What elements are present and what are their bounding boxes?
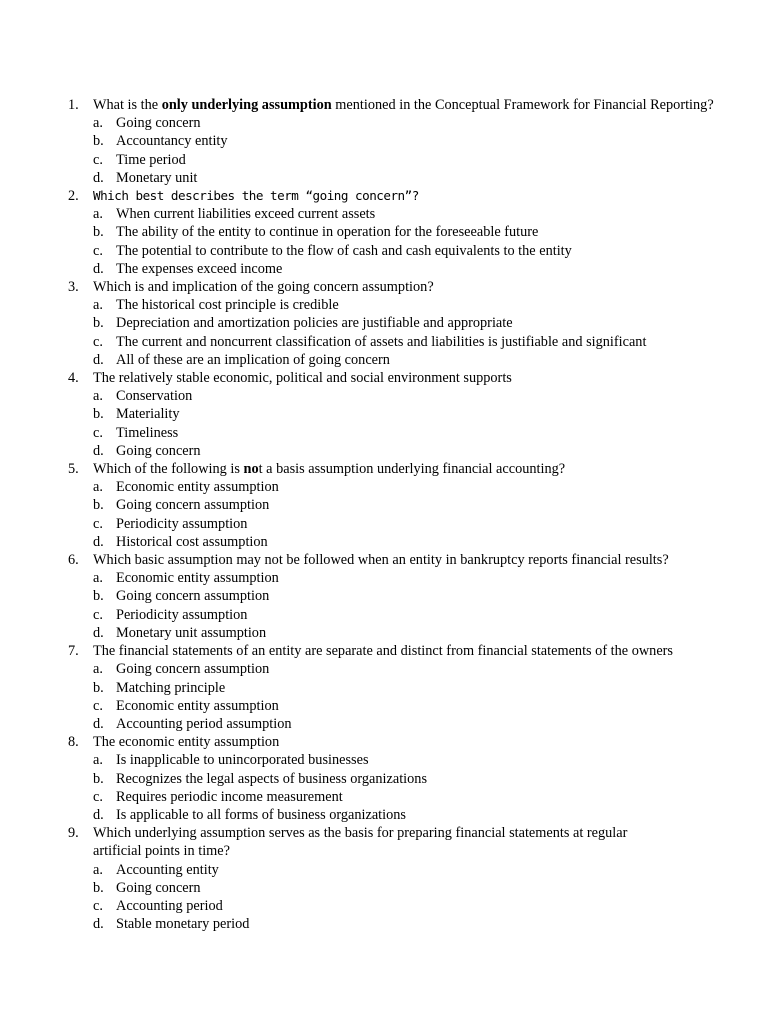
option-c: c. Periodicity assumption: [93, 606, 248, 623]
option-a: a. Economic entity assumption: [93, 570, 279, 587]
question-number: 4.: [68, 370, 79, 387]
question-text: Which of the following is not a basis assumption underlying financial accounting?: [93, 461, 566, 478]
question-3: [0, 278, 768, 369]
question-9: [0, 824, 768, 933]
option-b: b. Accountancy entity: [93, 133, 228, 150]
option-b: b. Recognizes the legal aspects of business organizations: [93, 770, 428, 787]
option-list: [93, 478, 728, 551]
emphasis-text: no: [243, 461, 259, 478]
option-c: c. The current and noncurrent classification of assets and liabilities is justifiable and significant: [93, 333, 647, 350]
option-c: c. Economic entity assumption: [93, 697, 279, 714]
quiz-document: [0, 96, 768, 933]
emphasis-text: only underlying assumption: [161, 97, 332, 113]
option-d: d. Is applicable to all forms of business organizations: [93, 806, 406, 823]
question-number: 3.: [68, 279, 79, 296]
question-4: [0, 369, 768, 460]
option-a: a. The historical cost principle is credible: [93, 297, 339, 314]
option-b: b. Going concern assumption: [93, 497, 270, 514]
question-number: 8.: [68, 734, 79, 751]
option-b: b. Matching principle: [93, 679, 226, 696]
option-list: [93, 660, 748, 733]
option-a: a. Accounting entity: [93, 861, 219, 878]
question-6: [0, 551, 768, 642]
option-d: d. Going concern: [93, 442, 201, 459]
option-c: c. Periodicity assumption: [93, 515, 248, 532]
option-d: d. The expenses exceed income: [93, 260, 283, 277]
option-a: a. When current liabilities exceed current assets: [93, 206, 376, 223]
option-d: d. All of these are an implication of going concern: [93, 351, 390, 368]
option-a: a. Is inapplicable to unincorporated businesses: [93, 752, 369, 769]
question-text: Which basic assumption may not be followed when an entity in bankruptcy reports financial results?: [93, 552, 669, 569]
question-1: [0, 96, 768, 187]
question-7: [0, 642, 768, 733]
question-number: 6.: [68, 552, 79, 569]
option-list: [93, 861, 678, 934]
question-number: 1.: [68, 97, 79, 113]
question-text: Which is and implication of the going concern assumption?: [93, 279, 434, 296]
option-a: a. Conservation: [93, 388, 193, 405]
option-b: b. Going concern: [93, 879, 201, 896]
option-d: d. Accounting period assumption: [93, 715, 292, 732]
question-number: 2.: [68, 188, 79, 205]
option-d: d. Stable monetary period: [93, 916, 250, 933]
option-list: [93, 751, 728, 824]
question-8: [0, 733, 768, 824]
option-c: c. Timeliness: [93, 424, 179, 441]
question-text: The relatively stable economic, political and social environment supports: [93, 370, 512, 387]
option-c: c. The potential to contribute to the flow of cash and cash equivalents to the entity: [93, 242, 572, 259]
question-text: Which underlying assumption serves as the basis for preparing financial statements at regular artificial points in time?: [93, 825, 628, 860]
option-c: c. Accounting period: [93, 897, 223, 914]
option-d: d. Monetary unit assumption: [93, 624, 267, 641]
option-b: b. Materiality: [93, 406, 180, 423]
option-list: [93, 387, 728, 460]
option-list: [93, 569, 728, 642]
question-text: What is the only underlying assumption mentioned in the Conceptual Framework for Financial Reporting?: [93, 97, 714, 113]
option-d: d. Monetary unit: [93, 169, 198, 186]
option-list: [93, 205, 728, 278]
question-number: 5.: [68, 461, 79, 478]
option-b: b. Depreciation and amortization policies are justifiable and appropriate: [93, 315, 513, 332]
option-c: c. Requires periodic income measurement: [93, 788, 343, 805]
question-text: Which best describes the term “going concern”?: [93, 188, 419, 204]
question-2: [0, 187, 768, 278]
option-list: [93, 114, 728, 187]
question-5: [0, 460, 768, 551]
question-text: The economic entity assumption: [93, 734, 280, 751]
option-a: a. Going concern: [93, 115, 201, 132]
option-d: d. Historical cost assumption: [93, 533, 268, 550]
option-b: b. The ability of the entity to continue in operation for the foreseeable future: [93, 224, 539, 241]
option-c: c. Time period: [93, 151, 186, 168]
question-number: 9.: [68, 825, 79, 842]
option-a: a. Going concern assumption: [93, 661, 270, 678]
option-a: a. Economic entity assumption: [93, 479, 279, 496]
question-text: The financial statements of an entity are separate and distinct from financial statements of the owners: [93, 643, 674, 660]
option-list: [93, 296, 728, 369]
option-b: b. Going concern assumption: [93, 588, 270, 605]
question-number: 7.: [68, 643, 79, 660]
